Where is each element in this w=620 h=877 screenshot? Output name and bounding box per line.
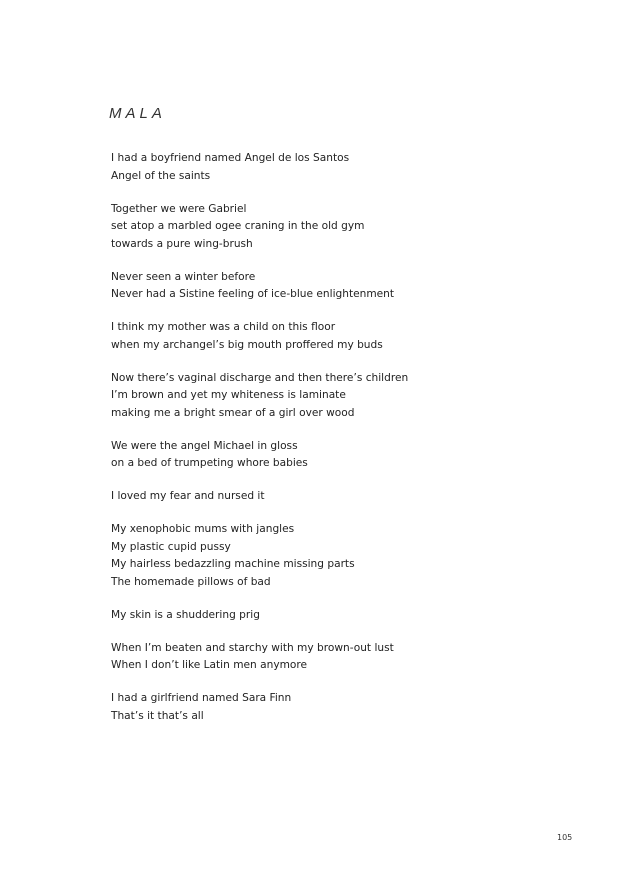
poem-line: I think my mother was a child on this floor xyxy=(111,321,336,333)
poem-body xyxy=(111,150,581,741)
poem-line: When I don’t like Latin men anymore xyxy=(111,659,308,671)
poem-line: The homemade pillows of bad xyxy=(111,575,271,588)
stanza xyxy=(111,150,581,185)
poem-line: Never seen a winter before xyxy=(111,270,256,283)
stanza xyxy=(111,370,581,423)
poem-line: I loved my fear and nursed it xyxy=(111,490,265,502)
poem-line: making me a bright smear of a girl over wood xyxy=(111,406,355,419)
stanza xyxy=(111,269,581,304)
stanza xyxy=(111,521,581,591)
poem-line: My hairless bedazzling machine missing parts xyxy=(111,558,355,570)
stanza xyxy=(111,640,581,675)
poem-line: Together we were Gabriel xyxy=(111,202,247,215)
stanza xyxy=(111,201,581,254)
poem-line: when my archangel’s big mouth proffered my buds xyxy=(111,338,383,351)
poem-line: My xenophobic mums with jangles xyxy=(111,523,295,535)
poem-line: on a bed of trumpeting whore babies xyxy=(111,457,308,469)
poem-title: MALA xyxy=(109,105,166,122)
stanza xyxy=(111,488,581,506)
stanza xyxy=(111,607,581,625)
poem-line: set atop a marbled ogee craning in the old gym xyxy=(111,220,365,232)
stanza xyxy=(111,438,581,473)
poem-line: towards a pure wing-brush xyxy=(111,237,253,250)
poem-line: I had a boyfriend named Angel de los Santos xyxy=(111,152,350,164)
stanza xyxy=(111,319,581,354)
page-number: 105 xyxy=(557,833,573,842)
poem-line: I had a girlfriend named Sara Finn xyxy=(111,692,292,704)
poem-line: My skin is a shuddering prig xyxy=(111,608,260,621)
poem-line: Never had a Sistine feeling of ice-blue enlightenment xyxy=(111,288,395,300)
poem-line: Now there’s vaginal discharge and then there’s children xyxy=(111,371,409,384)
poem-line: Angel of the saints xyxy=(111,169,211,182)
poem-line: That’s it that’s all xyxy=(111,709,204,722)
poem-line: We were the angel Michael in gloss xyxy=(111,439,298,452)
poem-line: When I’m beaten and starchy with my brown-out lust xyxy=(111,641,394,654)
poem-line: I’m brown and yet my whiteness is laminate xyxy=(111,389,346,401)
stanza xyxy=(111,690,581,725)
poem-line: My plastic cupid pussy xyxy=(111,540,231,553)
